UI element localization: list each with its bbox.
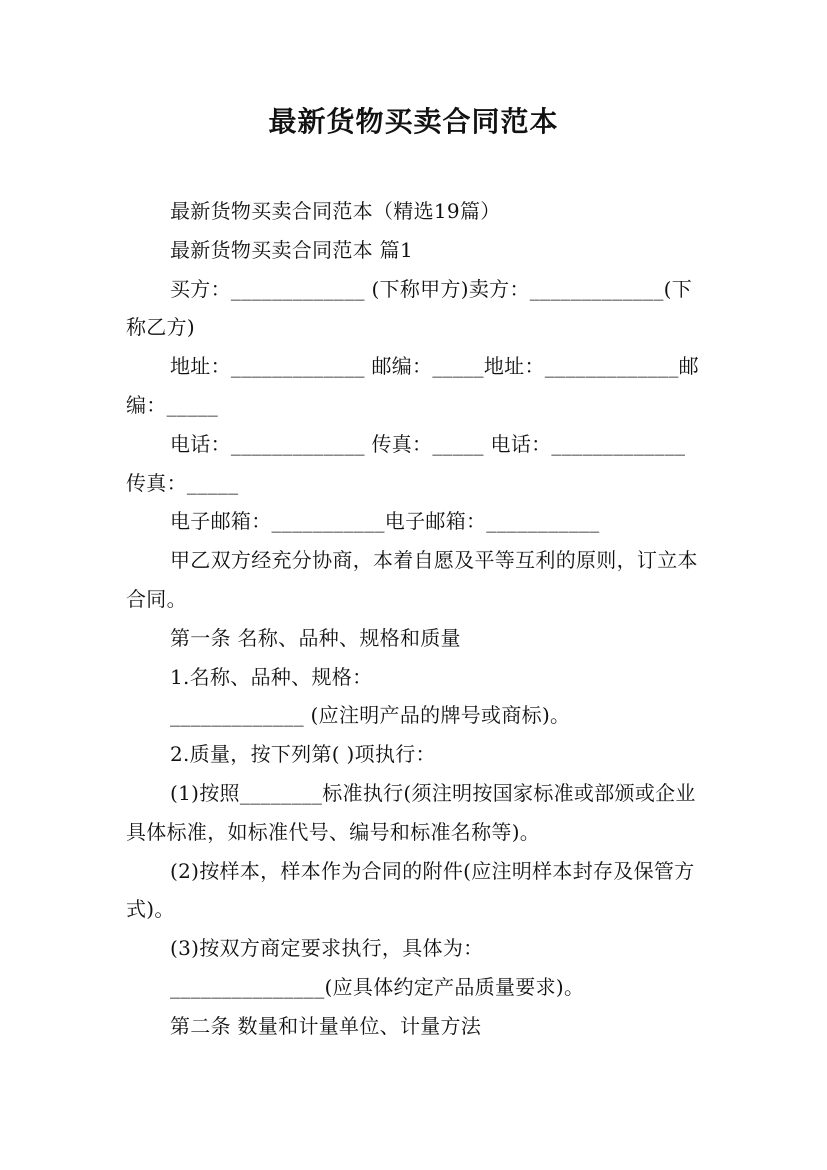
- paragraph-parties: 买方：_____________ (下称甲方)卖方：_____________(下称乙方): [126, 276, 693, 340]
- document-title: 最新货物买卖合同范本: [268, 105, 559, 138]
- paragraph-section-heading: 最新货物买卖合同范本 篇1: [170, 237, 413, 262]
- paragraph-brand: _____________ (应注明产品的牌号或商标)。: [170, 703, 571, 728]
- paragraph-quality: 2.质量，按下列第( )项执行：: [170, 742, 436, 767]
- article-2-heading: 第二条 数量和计量单位、计量方法: [170, 1013, 482, 1038]
- paragraph-name-spec: 1.名称、品种、规格：: [170, 664, 373, 689]
- paragraph-email: 电子邮箱：___________电子邮箱：___________: [170, 509, 600, 534]
- paragraph-agreement: 甲乙双方经充分协商，本着自愿及平等互利的原则，订立本合同。: [126, 548, 698, 611]
- paragraph-quality-2: (2)按样本，样本作为合同的附件(应注明样本封存及保管方式)。: [126, 858, 695, 922]
- paragraph-quality-3: (3)按双方商定要求执行，具体为：: [170, 936, 484, 961]
- paragraph-phone: 电话：_____________ 传真：_____ 电话：_____________传真：_____: [126, 431, 686, 495]
- paragraph-quality-req: _______________(应具体约定产品质量要求)。: [170, 974, 585, 999]
- article-1-heading: 第一条 名称、品种、规格和质量: [170, 625, 461, 650]
- document-body: [126, 192, 702, 1046]
- paragraph-address: 地址：_____________ 邮编：_____地址：_____________邮编：_____: [126, 354, 699, 417]
- paragraph-subtitle: 最新货物买卖合同范本（精选19篇）: [170, 199, 501, 223]
- paragraph-quality-1: (1)按照________标准执行(须注明按国家标准或部颁或企业具体标准，如标准代号、编号和标准名称等)。: [126, 780, 696, 844]
